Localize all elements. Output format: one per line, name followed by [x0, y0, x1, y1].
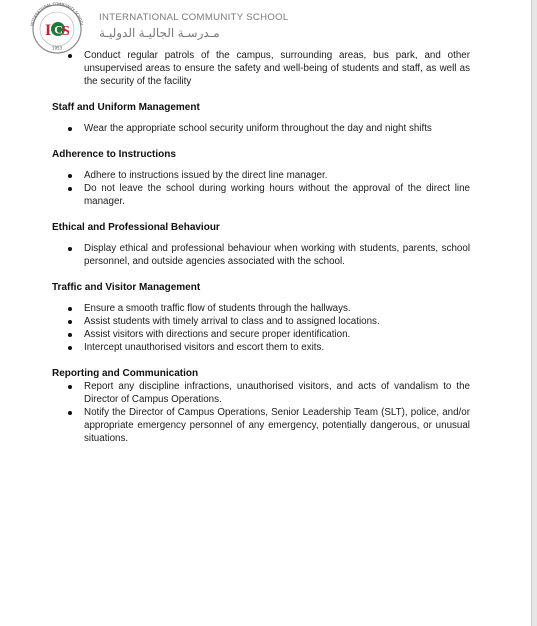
list-item: Display ethical and professional behaviour when working with students, parents, school personnel, and outside agencies associated with the school.: [52, 242, 470, 268]
intro-bullet-list: [52, 49, 470, 88]
section-heading-ethical: Ethical and Professional Behaviour: [52, 222, 220, 233]
list-item: Adhere to instructions issued by the direct line manager.: [52, 169, 470, 182]
list-item: Conduct regular patrols of the campus, surrounding areas, bus park, and other unsupervised areas to ensure the safety and well-being of students and staff, as well as the security of the facility: [52, 49, 470, 88]
school-name-english: INTERNATIONAL COMMUNITY SCHOOL: [99, 12, 289, 23]
logo-letter-s: S: [62, 24, 70, 39]
section-heading-traffic: Traffic and Visitor Management: [52, 282, 201, 293]
viewer-scrollbar-edge[interactable]: [531, 0, 537, 626]
list-item: Do not leave the school during working hours without the approval of the direct line manager.: [52, 182, 470, 208]
list-item: Wear the appropriate school security uniform throughout the day and night shifts: [52, 122, 470, 135]
bullet-icon: [68, 333, 72, 337]
bullet-list-traffic: [52, 302, 470, 354]
list-item: Assist visitors with directions and secure proper identification.: [52, 328, 470, 341]
section-heading-adherence: Adherence to Instructions: [52, 149, 176, 160]
bullet-icon: [68, 54, 72, 58]
bullet-icon: [68, 320, 72, 324]
list-item: Report any discipline infractions, unauthorised visitors, and acts of vandalism to the Director of Campus Operations.: [52, 380, 470, 406]
logo-letter-c: C: [54, 22, 63, 37]
list-item: Assist students with timely arrival to class and to assigned locations.: [52, 315, 470, 328]
logo-ring-text: INTERNATIONAL COMMUNITY SCHOOL: [30, 2, 84, 27]
school-name-arabic: مـدرسـة الجاليـة الدوليـة: [99, 26, 220, 40]
list-item: Intercept unauthorised visitors and escort them to exits.: [52, 341, 470, 354]
bullet-list-ethical: [52, 242, 470, 268]
bullet-list-adherence: [52, 169, 470, 208]
document-body: [52, 49, 470, 445]
bullet-icon: [68, 411, 72, 415]
list-item: Notify the Director of Campus Operations, Senior Leadership Team (SLT), police, and/or appropriate emergency personnel of any emergency, potentially dangerous, or unusual situations.: [52, 406, 470, 445]
list-item: Ensure a smooth traffic flow of students through the hallways.: [52, 302, 470, 315]
section-heading-reporting: Reporting and Communication: [52, 368, 199, 379]
bullet-icon: [68, 346, 72, 350]
bullet-icon: [68, 187, 72, 191]
bullet-list-reporting: [52, 380, 470, 445]
bullet-icon: [68, 174, 72, 178]
bullet-list-staff-uniform: [52, 122, 470, 135]
section-heading-staff-uniform: Staff and Uniform Management: [52, 102, 200, 113]
school-logo: [24, 2, 94, 54]
logo-year: 1953: [51, 45, 63, 51]
logo-letter-i: I: [45, 22, 52, 39]
bullet-icon: [68, 247, 72, 251]
bullet-icon: [68, 127, 72, 131]
bullet-icon: [68, 385, 72, 389]
bullet-icon: [68, 307, 72, 311]
